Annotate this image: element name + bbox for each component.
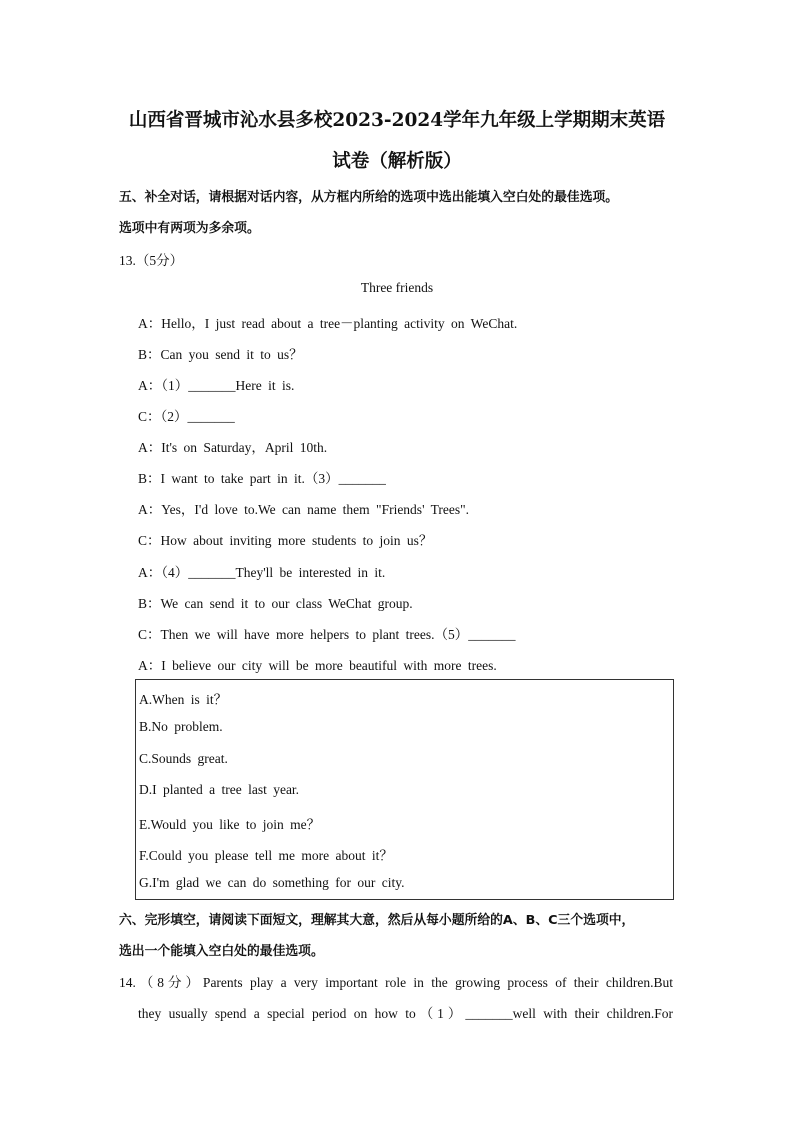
- section-5-instruction-line-2: 选项中有两项为多余项。: [119, 221, 260, 236]
- question-14-line-2: they usually spend a special period on how to（1）_______well with their children.For: [138, 1006, 673, 1021]
- document-title-line-2: 试卷（解析版）: [332, 151, 462, 172]
- dialogue-line: A：Yes，I'd love to.We can name them "Friends' Trees".: [138, 502, 470, 517]
- dialogue-line: B：Can you send it to us？: [138, 347, 303, 362]
- option-item: G.I'm glad we can do something for our city.: [139, 875, 405, 890]
- dialogue-line: A：It's on Saturday，April 10th.: [138, 440, 328, 455]
- option-item: D.I planted a tree last year.: [139, 782, 300, 797]
- option-item: E.Would you like to join me？: [139, 817, 321, 832]
- dialogue-line: B：We can send it to our class WeChat group.: [138, 596, 413, 611]
- option-item: B.No problem.: [139, 719, 223, 734]
- question-13-label: 13.（5分）: [119, 253, 184, 268]
- option-item: A.When is it？: [139, 692, 228, 707]
- document-title-line-1: 山西省晋城市沁水县多校2023-2024学年九年级上学期期末英语: [128, 110, 666, 131]
- dialogue-line: B：I want to take part in it.（3）_______: [138, 471, 386, 486]
- section-6-instruction-line-1: 六、完形填空，请阅读下面短文，理解其大意，然后从每小题所给的A、B、C三个选项中，: [119, 913, 635, 928]
- question-14-line-1: 14.（8分）Parents play a very important role in the growing process of their children.But: [119, 975, 673, 990]
- dialogue-line: A：Hello，I just read about a tree－planting activity on WeChat.: [138, 316, 518, 331]
- dialogue-line: C：How about inviting more students to join us？: [138, 533, 433, 548]
- section-6-instruction-line-2: 选出一个能填入空白处的最佳选项。: [119, 944, 324, 959]
- option-item: C.Sounds great.: [139, 751, 228, 766]
- dialogue-line: A：（4）_______They'll be interested in it.: [138, 565, 386, 580]
- passage-title: Three friends: [360, 280, 434, 295]
- dialogue-line: C：Then we will have more helpers to plant trees.（5）_______: [138, 627, 516, 642]
- section-5-instruction-line-1: 五、补全对话，请根据对话内容，从方框内所给的选项中选出能填入空白处的最佳选项。: [119, 190, 619, 205]
- dialogue-line: C：（2）_______: [138, 409, 235, 424]
- options-box: [135, 679, 674, 900]
- dialogue-line: A：I believe our city will be more beautiful with more trees.: [138, 658, 497, 673]
- option-item: F.Could you please tell me more about it？: [139, 848, 393, 863]
- dialogue-line: A：（1）_______Here it is.: [138, 378, 295, 393]
